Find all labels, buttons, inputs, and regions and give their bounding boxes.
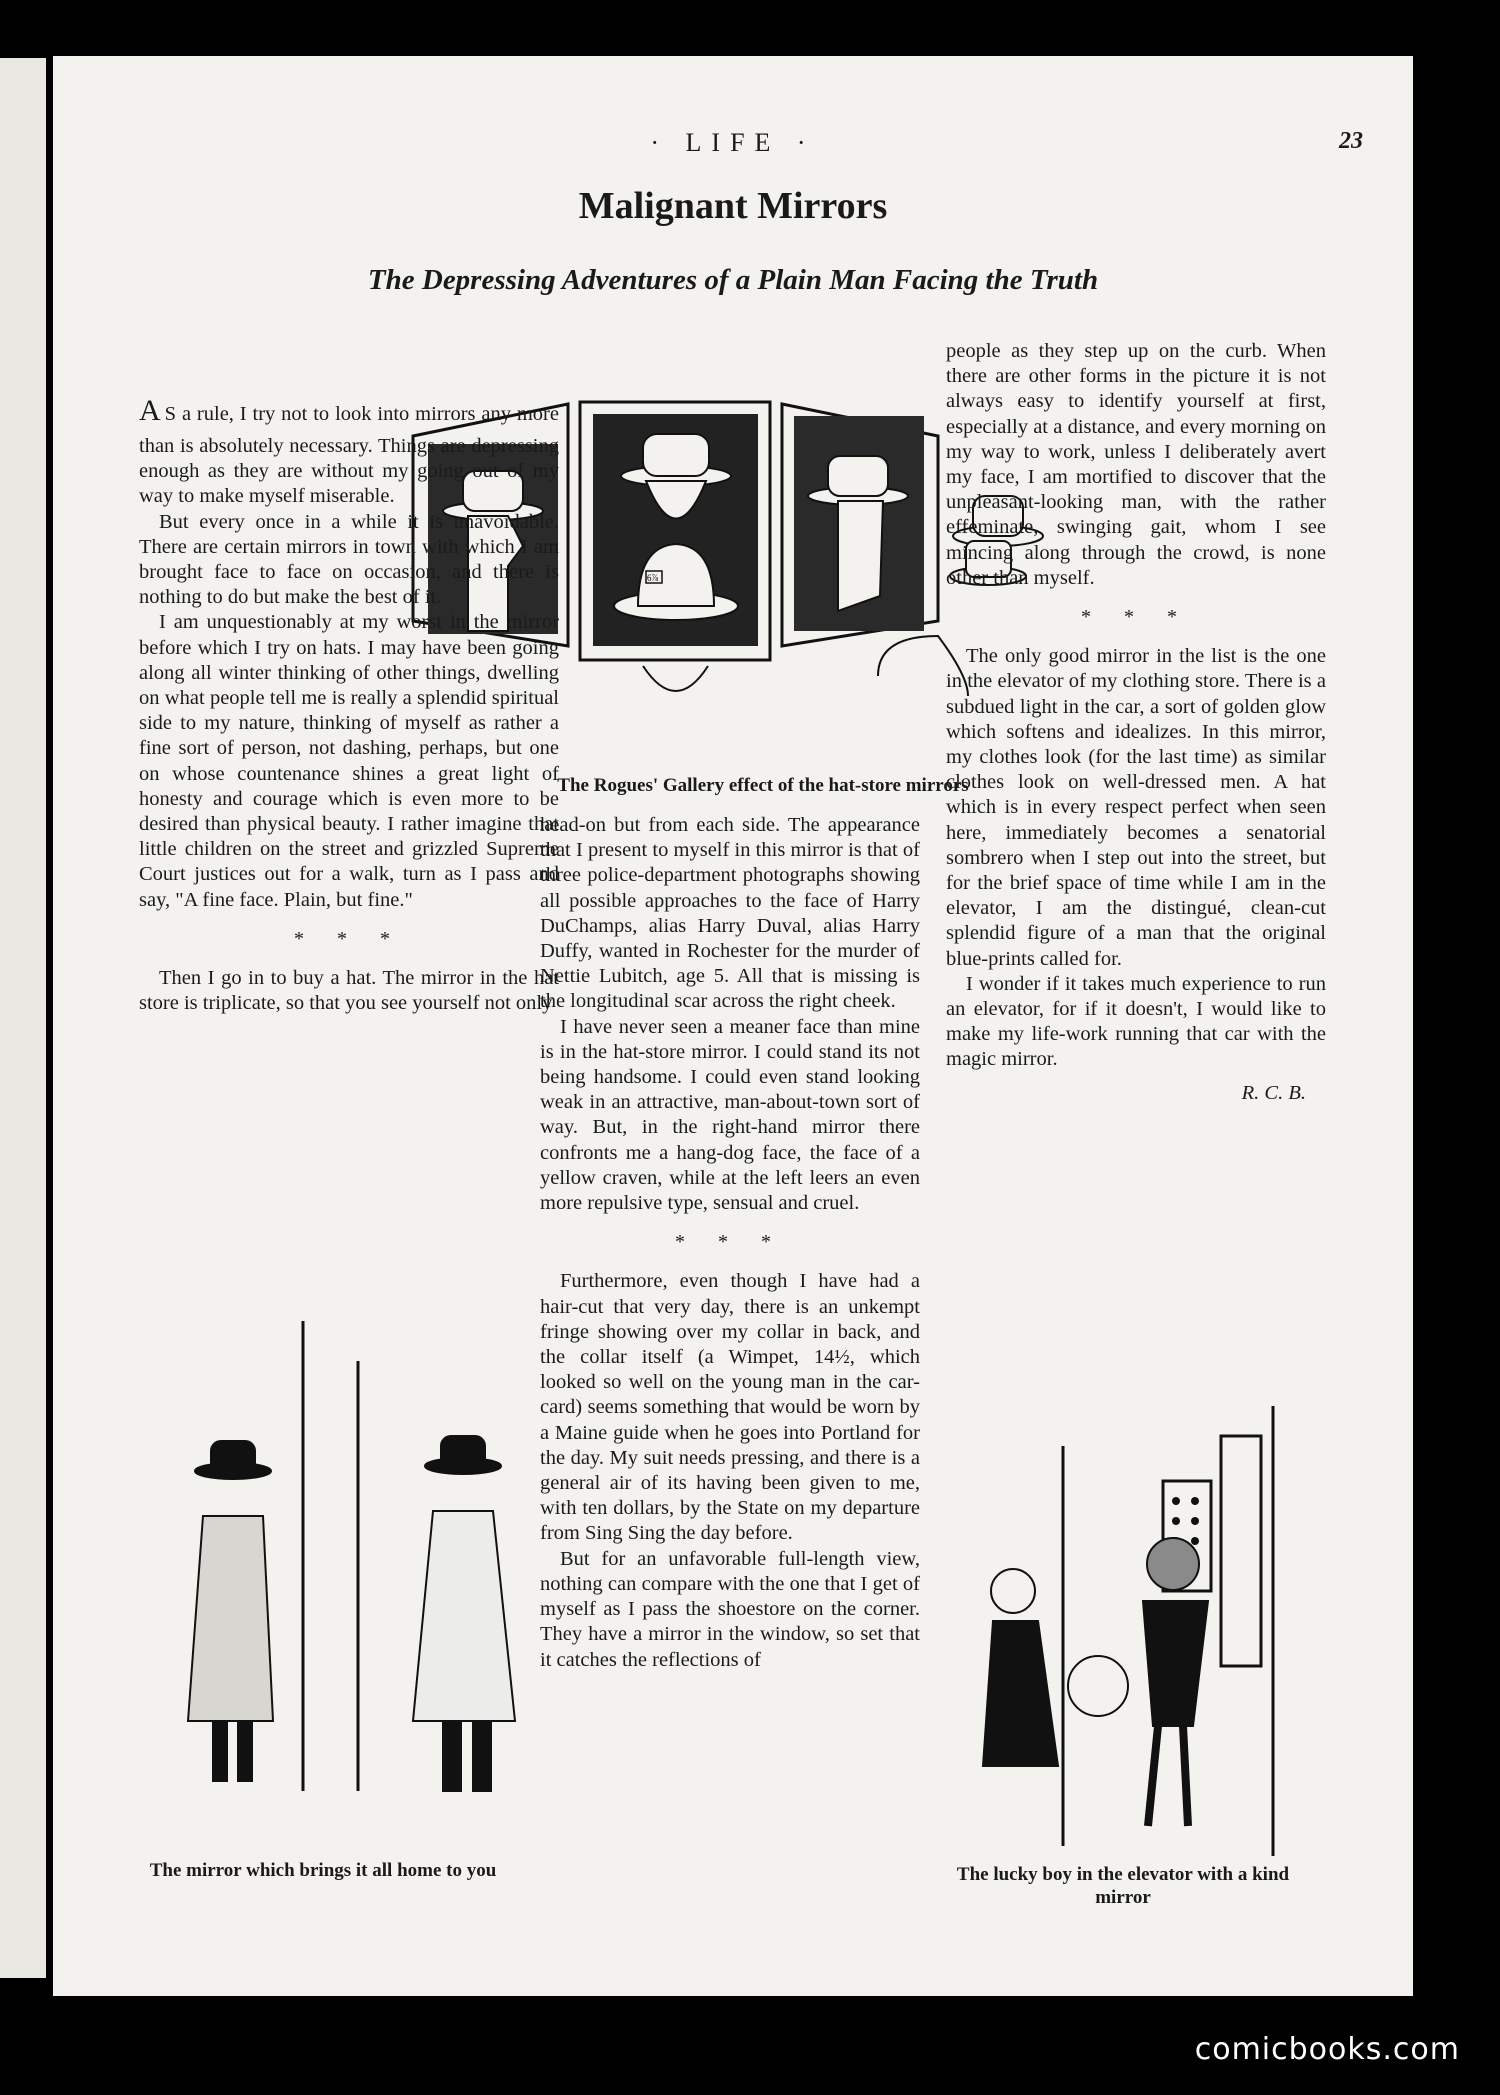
column-1-paragraph-2: But every once in a while it is unavoidable. There are certain mirrors in town with which I am brought face to face on occasion, and there is nothing to do but make the best of it.: [139, 510, 559, 609]
column-1-paragraph-3: I am unquestionably at my worst in the mirror before which I try on hats. I may have been going along all winter thinking of other things, dwelling on what people tell me is really a splendid spiritual side to my nature, thinking of myself as rather a fine sort of person, not dashing, perhaps, but one on whose countenance shines a great light of honesty and courage which is even more to be desired than physical beauty. I rather imagine that little children on the street and grizzled Supreme Court justices out for a walk, turn as I pass and say, "A fine face. Plain, but fine.": [139, 611, 559, 911]
column-3: [946, 339, 1326, 1106]
column-2-paragraph-4: But for an unfavorable full-length view, nothing can compare with the one that I get of myself as I pass the shoestore on the corner. They have a mirror in the window, so set that it catches the reflections of: [540, 1547, 920, 1671]
bottom-right-caption: The lucky boy in the elevator with a kind mirror: [956, 1864, 1290, 1908]
column-3-paragraph-1: people as they step up on the curb. When there are other forms in the picture it is not always easy to identify yourself at first, especially at a distance, and every morning on my way to work, unless I deliberately avert my face, I am mortified to discover that the unpleasant-looking man, with the rather effeminate, swinging gait, whom I see mincing along through the crowd, is none other than myself.: [946, 340, 1326, 589]
column-3-paragraph-3: I wonder if it takes much experience to run an elevator, for if it doesn't, I would like to make my life-work running that car with the magic mirror.: [946, 972, 1326, 1071]
top-illustration-caption: The Rogues' Gallery effect of the hat-store mirrors: [557, 775, 969, 796]
drop-cap: A: [139, 394, 161, 427]
column-1-paragraph-1: A S a rule, I try not to look into mirrors any more than is absolutely necessary. Things are depressing enough as they are without my going out of my way to make myself miserable.: [139, 394, 559, 508]
article-subtitle: The Depressing Adventures of a Plain Man Facing the Truth: [367, 264, 1099, 296]
facing-page-edge: [0, 58, 46, 1978]
author-signature: R. C. B.: [1241, 1081, 1306, 1104]
column-2-paragraph-2: I have never seen a meaner face than mine is in the hat-store mirror. I could stand its not being handsome. I could even stand looking weak in an attractive, man-about-town sort of way. But, in the right-hand mirror there confronts me a hang-dog face, the face of a yellow craven, while at the left leers an even more repulsive type, sensual and cruel.: [540, 1015, 920, 1215]
section-break: * * *: [675, 1231, 785, 1254]
window-mirror-illustration: [143, 1321, 543, 1841]
running-head: · LIFE ·: [650, 128, 816, 157]
column-2-paragraph-3: Furthermore, even though I have had a hair-cut that very day, there is an unkempt fringe showing over my collar in back, and the collar itself (a Wimpet, 14½, which looked so well on the young man in the car-card) seems something that would be worn by a Maine guide when he goes into Portland for the day. My suit needs pressing, and there is a general air of its having been given to me, with ten dollars, by the State on my departure from Sing Sing the day before.: [540, 1270, 920, 1545]
column-1-paragraph-4: Then I go in to buy a hat. The mirror in the hat store is triplicate, so that you see yourself not only: [139, 967, 559, 1015]
section-break: * * *: [294, 927, 404, 950]
column-2: [540, 813, 920, 1673]
column-3-paragraph-2: The only good mirror in the list is the one in the elevator of my clothing store. There is a subdued light in the car, a sort of golden glow which softens and idealizes. In this mirror, my clothes look (for the last time) as similar clothes look on well-dressed men. A hat which is in every respect perfect when seen here, immediately becomes a senatorial sombrero when I step out into the street, but for the brief space of time while I am in the elevator, I am the distingué, clean-cut splendid figure of a man that the original blue-prints called for.: [946, 645, 1326, 970]
column-2-paragraph-1: head-on but from each side. The appearance that I present to myself in this mirror is that of three police-department photographs showing all possible approaches to the face of Harry DuChamps, alias Harry Duval, alias Harry Duffy, wanted in Rochester for the murder of Nettie Lubitch, age 5. All that is missing is the longitudinal scar across the right cheek.: [540, 814, 920, 1013]
column-1: [139, 388, 559, 1016]
hat-size-label: 6⅞: [647, 573, 659, 583]
elevator-illustration: [943, 1386, 1363, 1866]
section-break: * * *: [1081, 606, 1191, 629]
site-watermark: comicbooks.com: [1194, 2032, 1460, 2067]
page-number: 23: [1339, 128, 1363, 154]
bottom-left-caption: The mirror which brings it all home to you: [149, 1860, 497, 1881]
magazine-page: [53, 56, 1413, 1996]
article-title: Malignant Mirrors: [578, 185, 888, 227]
